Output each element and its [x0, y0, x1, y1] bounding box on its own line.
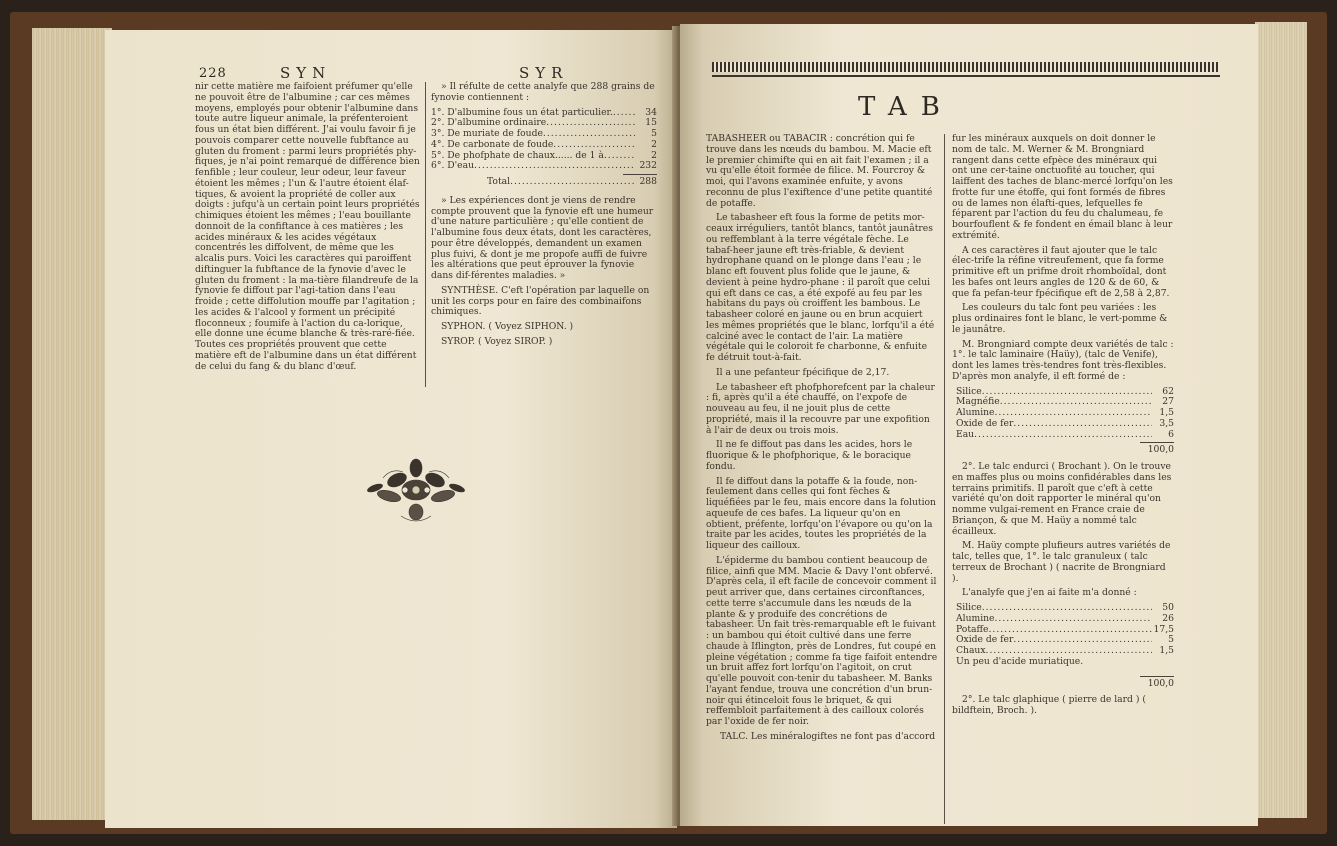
paragraph: A ces caractères il faut ajouter que le talc élec-trife la réfine vitreufement, que fa forme primitive eft un prifme droit rhomboïdal, dont les bafes ont leurs angles de 120 & de 60, & que fa pefan-teur fpécifique eft de 2,58 à 2,87. [952, 244, 1170, 299]
row-value: 1,5 [1159, 645, 1174, 656]
leader-dots [474, 161, 635, 172]
column-divider [944, 134, 945, 824]
talc-granuleux-table [952, 603, 1174, 657]
entry-talc: TALC. Les minéralogiftes ne font pas d'accord [720, 730, 936, 742]
row-value: 5 [1168, 634, 1174, 646]
row-value: 17,5 [1153, 623, 1174, 635]
row-value: 50 [1162, 602, 1174, 613]
row-label: Alumine [956, 407, 995, 418]
row-value: 3,5 [1159, 417, 1174, 429]
paragraph: » Les expériences dont je viens de rendre compte prouvent que la fynovie eft une humeur d'une nature particulière ; qu'elle contient de l'albumine fous deux états, dont les caractères, pour être développés, demandent un examen plus fuivi, & dont je me propofe auffi de fuivre les altérations que peut éprouver la fynovie dans dif-férentes maladies. » [431, 194, 654, 281]
paragraph: L'épiderme du bambou contient beaucoup de filice, ainfi que MM. Macie & Davy l'ont obfervé. D'après cela, il eft facile de concevoir comment il peut arriver que, dans certaines circonftances, cette terre s'accumule dans les nœuds de la plante & y produife des concrétions de tabasheer. Un fait très-remarquable eft le fuivant : un bambou qui étoit cultivé dans une ferre chaude à Iflington, près de Londres, fut coupé en pleine végétation ; comme fa tige faifoit entendre un bruit affez fort lorfqu'on l'agitoit, on crut qu'elle pouvoit con-tenir du tabasheer. M. Banks l'ayant fendue, trouva une concrétion d'un brun-noir qui étinceloit fous le briquet, & qui reffembloit parfaitement à des cailloux colorés par l'oxide de fer noir. [706, 554, 938, 727]
page-edges-right [1255, 22, 1307, 818]
table-row [956, 419, 1174, 430]
row-value: 1,5 [1159, 407, 1174, 418]
entry-syphon: SYPHON. ( Voyez SIPHON. ) [441, 321, 574, 332]
row-value: 27 [1162, 396, 1174, 408]
total-value: 288 [639, 176, 657, 187]
row-label: Silice [956, 602, 982, 613]
paragraph: L'analyfe que j'en ai faite m'a donné : [962, 587, 1137, 599]
paragraph: TABASHEER ou TABACIR : concrétion qui fe trouve dans les nœuds du bambou. M. Macie eft le premier chimifte qui en ait fait l'examen ; il a vu qu'elle étoit formée de filice. M. Fourcroy & moi, qui l'avons examinée enfuite, y avons reconnu de plus l'exiftence d'une petite quantité de potaffe. [706, 133, 933, 209]
row-label: 3°. De muriate de foude [431, 128, 543, 139]
row-value: 6 [1168, 428, 1174, 440]
leader-dots [974, 430, 1152, 441]
row-value: 15 [645, 117, 657, 129]
running-header-right: SYR [519, 64, 569, 82]
row-label: Silice [956, 385, 982, 397]
paragraph: Il fe diffout dans la potaffe & la foude, non-feulement dans celles qui font fèches & liquéfiées par le feu, mais encore dans la folution aqueufe de ces bafes. La liqueur qu'on en obtient, préfente, lorfqu'on l'évapore ou qu'on la traite par les acides, toutes les propriétés de la liqueur des cailloux. [706, 475, 936, 551]
leader-dots [1013, 635, 1152, 646]
row-label: 4°. De carbonate de foude [431, 138, 554, 150]
rule [1140, 442, 1174, 443]
talc-analysis-table [952, 387, 1174, 441]
leader-dots [982, 387, 1152, 398]
right-column-2 [952, 134, 1174, 721]
header-rule [712, 75, 1220, 77]
analysis-table [431, 108, 657, 173]
row-label: Magnéfie [956, 396, 1000, 408]
paragraph: fur les minéraux auxquels on doit donner le nom de talc. M. Werner & M. Brongniard rangent dans cette efpèce des minéraux qui ont une cer-taine onctuofité au toucher, qui laiffent des taches de blanc-mercé lorfqu'on les frotte fur une étoffe, qui font formés de fibres ou de lames non élafti-ques, lefquelles fe féparent par l'action du feu du chalumeau, fe bourfouflent & fe fondent en émail blanc à leur extrémité. [952, 133, 1173, 241]
table-row [956, 430, 1174, 441]
analysis-total [431, 177, 657, 188]
header-ornament-band [712, 62, 1220, 72]
talc-analysis-total: 100,0 [1147, 444, 1174, 456]
leader-dots [988, 625, 1152, 636]
floral-ornament-icon [361, 450, 471, 530]
row-value: 232 [639, 160, 657, 172]
leader-dots [995, 614, 1153, 625]
row-value: 62 [1162, 385, 1174, 397]
row-label: 5°. De phofphate de chaux...... de 1 à [431, 149, 604, 161]
talc-granuleux-total: 100,0 [1147, 677, 1174, 689]
paragraph: Il a une pefanteur fpécifique de 2,17. [716, 366, 890, 378]
table-row [431, 161, 657, 172]
paragraph: M. Brongniard compte deux variétés de talc : 1°. le talc laminaire (Haüy), (talc de Venife), dont les lames très-tendres font très-flexibles. D'après mon analyfe, il eft formé de : [952, 338, 1174, 382]
entry-syrop: SYROP. ( Voyez SIROP. ) [441, 335, 553, 347]
row-label: Eau [956, 428, 975, 440]
paragraph: Les couleurs du talc font peu variées : les plus ordinaires font le blanc, le vert-pomme & le jaunâtre. [952, 302, 1168, 335]
leader-dots [1013, 419, 1152, 430]
section-title: TAB [858, 92, 954, 122]
paragraph: M. Haüy compte plufieurs autres variétés de talc, telles que, 1°. le talc granuleux ( talc terreux de Brochant ) ( nacrite de Brongniard ). [952, 540, 1171, 584]
row-value: 2 [651, 149, 657, 161]
analysis-intro: » Il réfulte de cette analyfe que 288 grains de fynovie contiennent : [431, 81, 655, 103]
leader-dots [982, 603, 1152, 614]
paragraph: 2°. Le talc endurci ( Brochant ). On le trouve en maffes plus ou moins confidérables dans les terrains primitifs. Il paroît que c'eft à cette variété qu'on doit rapporter le minéral qu'on nomme vulgai-rement en France craie de Briançon, & que M. Haüy a nommé talc écailleux. [952, 461, 1172, 537]
paragraph: Le tabasheer eft fous la forme de petits mor-ceaux irréguliers, tantôt blancs, tantôt jaunâtres ou reffemblant à la terre végétale fèche. Le tabaf-heer jaune eft très-friable, & devient hydrophane quand on le plonge dans l'eau ; le blanc eft fouvent plus folide que le jaune, & devient à peine hydro-phane : il paroît que celui qui eft dans ce cas, a été expofé au feu par les habitans du pays où croiffent les bambous. Le tabasheer coloré en jaune ou en brun acquiert les mêmes propriétés que le blanc, lorfqu'il a été calciné avec le contact de l'air. La matière végétale qui le coloroit fe charbonne, & enfuite fe détruit tout-à-fait. [706, 212, 935, 363]
row-label: Oxide de fer [956, 634, 1014, 646]
column-divider [425, 82, 426, 387]
row-label: Potaffe [956, 623, 989, 635]
talc-granuleux-extra: Un peu d'acide muriatique. [956, 655, 1084, 667]
left-column-1 [195, 82, 421, 376]
row-value: 34 [645, 106, 657, 118]
row-label: Oxide de fer [956, 417, 1014, 429]
leader-dots [553, 140, 635, 151]
paragraph: 2°. Le talc glaphique ( pierre de lard ) ( bildftein, Broch. ). [952, 694, 1146, 716]
row-value: 2 [651, 138, 657, 150]
total-label: Total [487, 176, 511, 187]
leader-dots [546, 118, 635, 129]
rule [623, 174, 657, 175]
page-edges-left [32, 28, 112, 820]
row-label: 2°. D'albumine ordinaire [431, 117, 547, 129]
left-page [105, 30, 677, 828]
row-value: 26 [1162, 612, 1174, 624]
leader-dots [1000, 397, 1152, 408]
right-column-1 [706, 134, 938, 747]
row-label: 1°. D'albumine fous un état particulier. [431, 106, 613, 118]
page-number: 228 [199, 66, 227, 81]
table-row [956, 635, 1174, 646]
entry-synthese: SYNTHÈSE. C'eft l'opération par laquelle on unit les corps pour en faire des combinaifons chimiques. [431, 284, 650, 318]
paragraph: Le tabasheer eft phofphorefcent par la chaleur : fi, après qu'il a été chauffé, on l'expofe de nouveau au feu, il ne jouit plus de cette propriété, mais il la recouvre par une expofition à l'air de deux ou trois mois. [706, 381, 935, 436]
leader-dots [604, 151, 635, 162]
row-value: 5 [651, 128, 657, 139]
row-label: Alumine [956, 612, 995, 624]
left-column-2 [431, 82, 657, 352]
row-label: Chaux [956, 645, 986, 656]
running-header-left: SYN [280, 64, 332, 82]
table-row [956, 614, 1174, 625]
leader-dots [543, 129, 635, 140]
table-row [431, 140, 657, 151]
paragraph: Il ne fe diffout pas dans les acides, hors le fluorique & le phofphorique, & le boracique fondu. [706, 439, 913, 472]
row-label: 6°. D'eau [431, 160, 475, 172]
paragraph: nir cette matière me faifoient préfumer qu'elle ne pouvoit être de l'albumine ; car ces mêmes moyens, employés pour obtenir l'albumine dans toute autre liqueur animale, la préfenteroient fous un état bien différent. J'ai voulu favoir fi je pouvois comparer cette nouvelle fubftance au gluten du froment : parmi leurs propriétés phy-fiques, je n'ai point remarqué de différence bien fenfible ; leur couleur, leur odeur, leur faveur étoient les mêmes ; l'un & l'autre étoient élaf-tiques, & avoient la propriété de coller aux doigts : jufqu'à un certain point leurs propriétés chimiques étoient les mêmes ; l'eau bouillante donnoit de la confiftance à ces matières ; les acides minéraux & les acides végétaux concentrés les diffolvent, de même que les alcalis purs. Voici les caractères qui paroiffent diftinguer la fubftance de la fynovie d'avec le gluten du froment : la ma-tière filandreufe de la fynovie fe diffout par l'agi-tation dans l'eau froide ; cette diffolution mouffe par l'agitation ; les acides & l'alcool y forment un précipité floconneux ; foumife à l'action du ca-lorique, elle donne une écume blanche & très-raré-fiée. Toutes ces propriétés prouvent que cette matière eft de l'albumine dans un état différent de celui du fang & du blanc d'œuf. [195, 81, 420, 372]
leader-dots [613, 108, 635, 119]
leader-dots [995, 408, 1153, 419]
rule [1140, 676, 1174, 677]
